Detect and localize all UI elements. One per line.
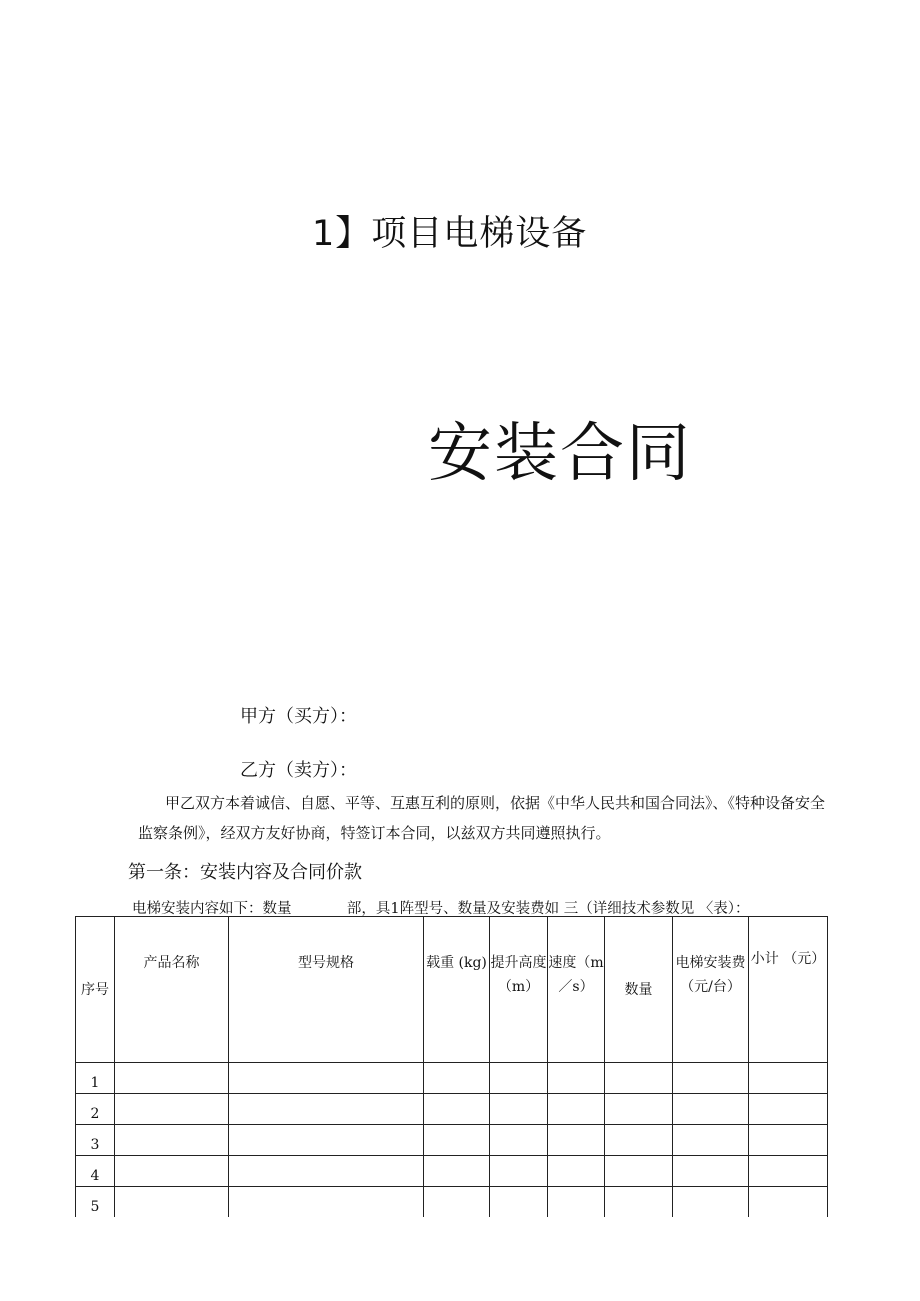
table-cell — [673, 1094, 749, 1125]
table-cell — [673, 1156, 749, 1187]
header-model-spec: 型号规格 — [229, 917, 424, 1063]
table-cell — [115, 1125, 229, 1156]
table-cell — [605, 1156, 673, 1187]
table-row — [76, 1156, 828, 1187]
table-cell — [229, 1063, 424, 1094]
table-cell — [424, 1187, 490, 1218]
table-header-row — [76, 917, 828, 1063]
installation-table — [75, 916, 828, 1217]
row-index: 4 — [76, 1156, 115, 1187]
header-quantity: 数量 — [605, 917, 673, 1063]
table-cell — [229, 1156, 424, 1187]
header-index: 序号 — [76, 917, 115, 1063]
party-a-label: 甲方（买方）： — [240, 706, 357, 727]
table-cell — [605, 1063, 673, 1094]
table-cell — [749, 1063, 828, 1094]
intro-paragraph: 甲乙双方本着诚信、自愿、平等、互惠互利的原则，依据《中华人民共和国合同法》、《特种设备安全监察条例》，经双方友好协商，特签订本合同，以兹双方共同遵照执行。 — [138, 794, 826, 842]
table-row — [76, 1125, 828, 1156]
table-cell — [749, 1156, 828, 1187]
table-cell — [229, 1094, 424, 1125]
table-cell — [548, 1063, 605, 1094]
project-title: 1】项目电梯设备 — [312, 214, 588, 254]
table-row — [76, 1063, 828, 1094]
table-cell — [115, 1187, 229, 1218]
table-cell — [115, 1156, 229, 1187]
table-cell — [749, 1094, 828, 1125]
row-index: 5 — [76, 1187, 115, 1218]
table-intro-text: 电梯安装内容如下：数量 _______部，具1阵型号、数量及安装费如 三（详细技术参数见 〈表）： — [132, 901, 750, 917]
table-cell — [490, 1125, 548, 1156]
table-cell — [490, 1156, 548, 1187]
table-cell — [424, 1125, 490, 1156]
table-cell — [115, 1094, 229, 1125]
header-load: 载重 (kg) — [424, 917, 490, 1063]
row-index: 2 — [76, 1094, 115, 1125]
row-index: 1 — [76, 1063, 115, 1094]
article-1-heading: 第一条：安装内容及合同价款 — [128, 862, 362, 883]
table-cell — [749, 1125, 828, 1156]
row-index: 3 — [76, 1125, 115, 1156]
table-cell — [605, 1125, 673, 1156]
table-cell — [548, 1156, 605, 1187]
header-subtotal: 小计 （元） — [749, 917, 828, 1063]
table-cell — [605, 1187, 673, 1218]
table-cell — [548, 1125, 605, 1156]
table-cell — [673, 1063, 749, 1094]
table-cell — [424, 1094, 490, 1125]
table-cell — [548, 1094, 605, 1125]
table-cell — [490, 1094, 548, 1125]
table-cell — [605, 1094, 673, 1125]
table-cell — [749, 1187, 828, 1218]
table-cell — [424, 1063, 490, 1094]
table-cell — [490, 1063, 548, 1094]
table-cell — [548, 1187, 605, 1218]
table-cell — [490, 1187, 548, 1218]
header-speed: 速度（m／s） — [548, 917, 605, 1063]
header-lift-height: 提升高度（m） — [490, 917, 548, 1063]
party-b-label: 乙方（卖方）： — [240, 760, 357, 781]
header-product-name: 产品名称 — [115, 917, 229, 1063]
table-cell — [424, 1156, 490, 1187]
table-cell — [115, 1063, 229, 1094]
table-row — [76, 1187, 828, 1218]
contract-title: 安装合同 — [428, 417, 692, 491]
table-cell — [673, 1187, 749, 1218]
table-row — [76, 1094, 828, 1125]
table-cell — [229, 1187, 424, 1218]
table-cell — [673, 1125, 749, 1156]
header-install-fee: 电梯安装费（元/台） — [673, 917, 749, 1063]
table-cell — [229, 1125, 424, 1156]
